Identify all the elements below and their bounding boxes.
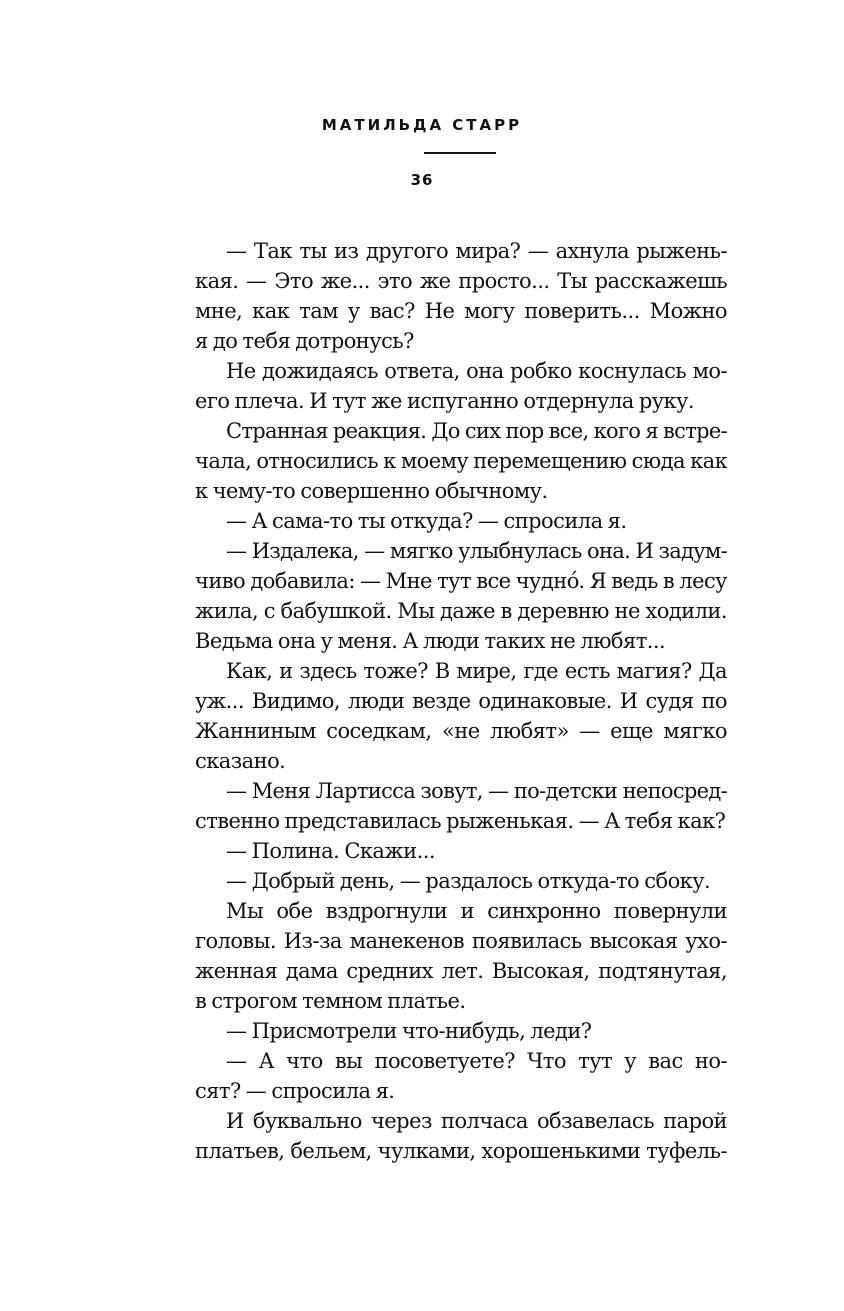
text-line: чала, относились к моему перемещению сюда как [195,449,727,473]
text-line: Мы обе вздрогнули и синхронно повернули [226,899,727,923]
text-line: — Полина. Скажи... [226,839,435,863]
page-number: 36 [410,171,434,189]
text-line: — Так ты из другого мира? — ахнула рыжень- [226,239,727,263]
text-line: Как, и здесь тоже? В мире, где есть магия? Да [226,659,727,683]
text-line: Странная реакция. До сих пор все, кого я встре- [226,419,727,443]
text-line: ственно представилась рыженькая. — А тебя как? [195,809,726,833]
text-line: — Добрый день, — раздалось откуда-то сбоку. [226,869,711,893]
text-line: кая. — Это же... это же просто... Ты расскажешь [195,269,727,293]
text-line: — А сама-то ты откуда? — спросила я. [226,509,627,533]
text-line: женная дама средних лет. Высокая, подтянутая, [195,959,727,983]
text-line: Не дожидаясь ответа, она робко коснулась мо- [226,359,727,383]
text-line: — Издалека, — мягко улыбнулась она. И задум- [226,539,727,563]
text-line: Ведьма она у меня. А люди таких не любят... [195,629,666,653]
text-line: чиво добавила: — Мне тут все чуднó. Я ведь в лесу [195,569,727,593]
text-line: уж... Видимо, люди везде одинаковые. И судя по [195,689,727,713]
text-line: его плеча. И тут же испуганно отдернула руку. [195,389,695,413]
text-line: жила, с бабушкой. Мы даже в деревню не ходили. [195,599,727,623]
text-line: я до тебя дотронусь? [195,329,414,353]
text-line: сят? — спросила я. [195,1079,395,1103]
text-line: сказано. [195,749,286,773]
text-line: — Меня Лартисса зовут, — по-детски непосред- [226,779,727,803]
text-line: — А что вы посоветуете? Что тут у вас но- [226,1049,727,1073]
text-line: к чему-то совершенно обычному. [195,479,548,503]
text-line: — Присмотрели что-нибудь, леди? [226,1019,592,1043]
running-head-author: МАТИЛЬДА СТАРР [321,116,523,134]
text-line: головы. Из-за манекенов появилась высокая ухо- [195,929,727,953]
text-line: в строгом темном платье. [195,989,466,1013]
text-line: платьев, бельем, чулками, хорошенькими туфель- [195,1139,727,1163]
text-line: мне, как там у вас? Не могу поверить... Можно [195,299,727,323]
header-rule [424,152,496,154]
body-text [195,236,727,1166]
text-line: И буквально через полчаса обзавелась парой [226,1109,727,1133]
text-line: Жанниным соседкам, «не любят» — еще мягко [195,719,727,743]
